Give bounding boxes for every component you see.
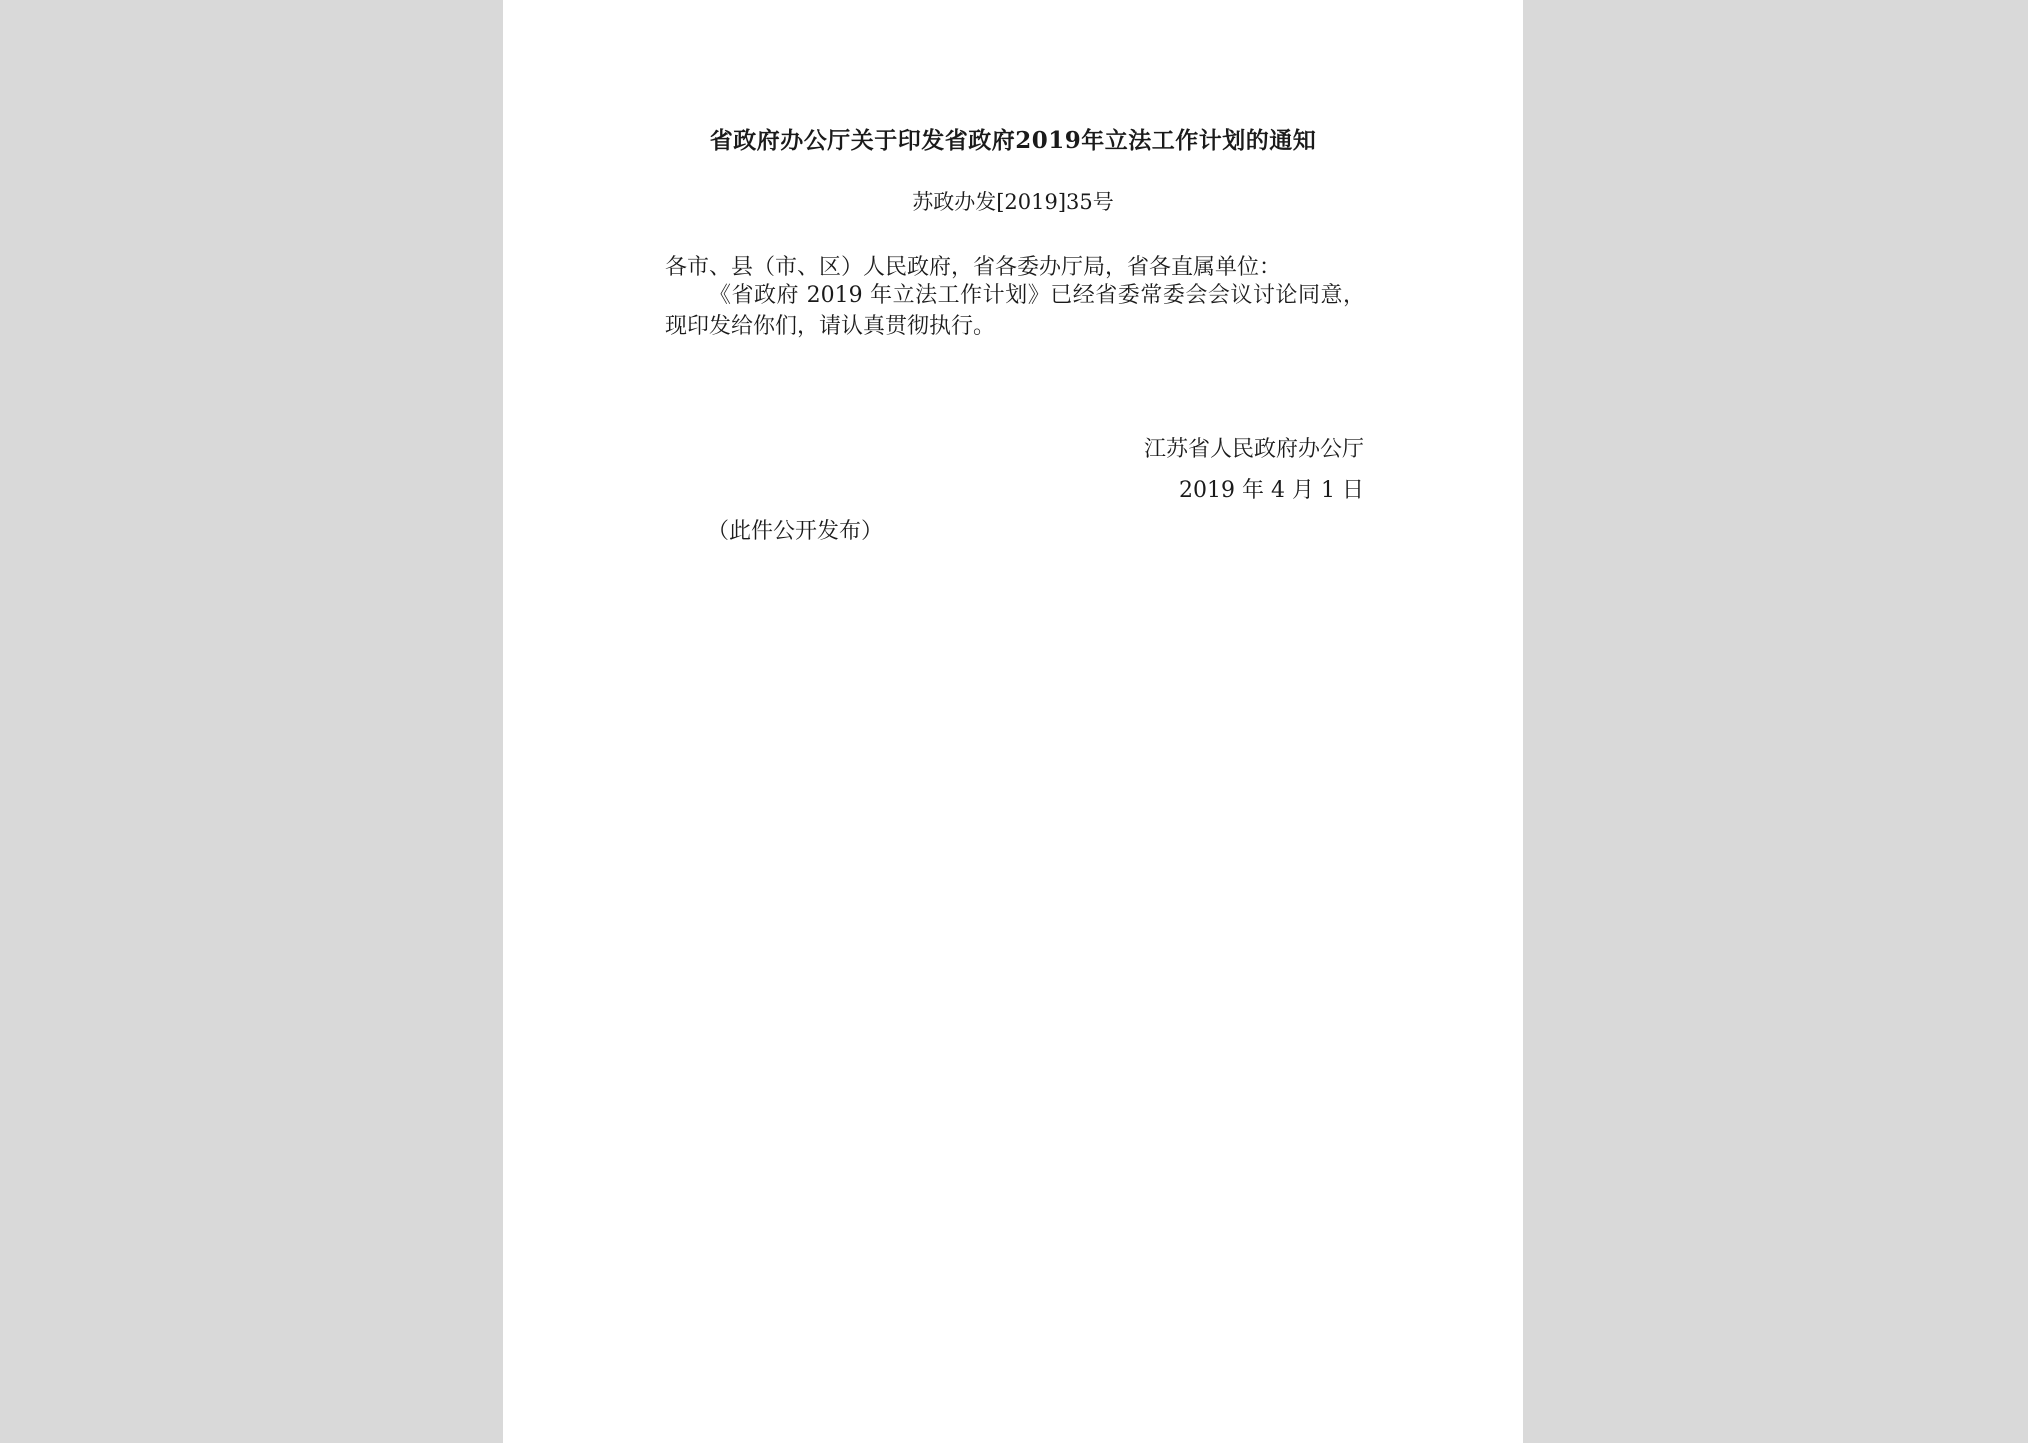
document-title: 省政府办公厅关于印发省政府2019年立法工作计划的通知 (709, 127, 1317, 154)
addressee-line: 各市、县（市、区）人民政府，省各委办厅局，省各直属单位： (665, 255, 1282, 280)
issue-date: 2019 年 4 月 1 日 (1179, 478, 1364, 503)
body-paragraph: 《省政府 2019 年立法工作计划》已经省委常委会会议讨论同意，现印发给你们，请认真贯彻执行。 (665, 283, 1365, 339)
document-number: 苏政办发[2019]35号 (912, 190, 1114, 214)
issuing-authority: 江苏省人民政府办公厅 (1143, 437, 1364, 462)
publicity-note: （此件公开发布） (707, 519, 884, 544)
document-page (503, 0, 1523, 1443)
